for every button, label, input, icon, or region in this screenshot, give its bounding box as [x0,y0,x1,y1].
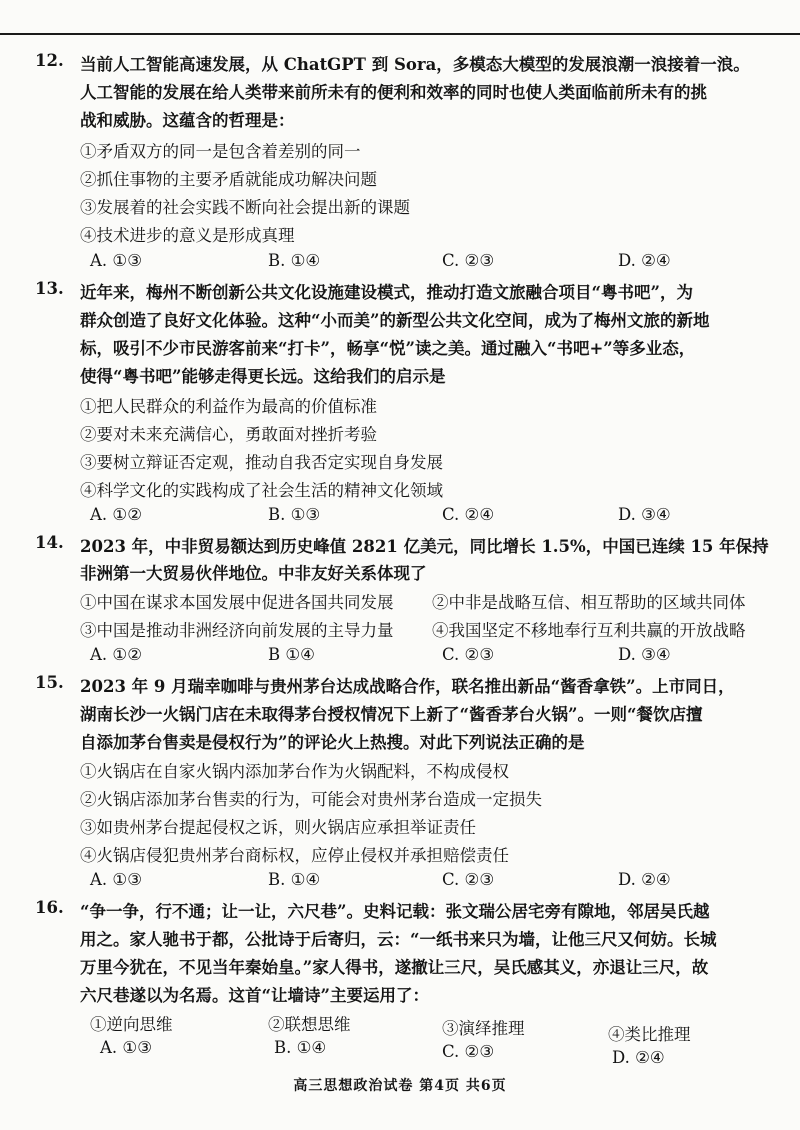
question-stem-line: 非洲第一大贸易伙伴地位。中非友好关系体现了 [80,564,427,583]
option-statement: ①把人民群众的利益作为最高的价值标准 [80,397,377,416]
answer-choice-b: B. ①④ [268,870,321,889]
question-number: 12. [35,51,64,70]
answer-choice-a: A. ①② [90,645,142,664]
question-stem-line: 湖南长沙一火锅门店在未取得茅台授权情况下上新了“酱香茅台火锅”。一则“餐饮店擅 [80,705,703,724]
option-statement: ④火锅店侵犯贵州茅台商标权，应停止侵权并承担赔偿责任 [80,846,509,865]
option-statement: ①矛盾双方的同一是包含着差别的同一 [80,142,361,161]
answer-choice-c: C. ②③ [442,870,495,889]
answer-choice-a: A. ①③ [100,1038,152,1057]
question-stem-line: 使得“粤书吧”能够走得更长远。这给我们的启示是 [80,367,446,386]
question-stem-line: 战和威胁。这蕴含的哲理是： [80,111,295,130]
option-statement: ③如贵州茅台提起侵权之诉，则火锅店应承担举证责任 [80,818,476,837]
answer-choice-b: B. ①④ [268,251,321,270]
answer-choice-c: C. ②③ [442,1042,495,1061]
option-statement: ④类比推理 [608,1025,691,1044]
answer-choice-d: D. ②④ [618,870,671,889]
answer-choice-d: D. ③④ [618,645,671,664]
answer-choice-d: D. ③④ [618,505,671,524]
option-statement: ④科学文化的实践构成了社会生活的精神文化领域 [80,481,443,500]
question-stem-line: 当前人工智能高速发展，从 ChatGPT 到 Sora，多模态大模型的发展浪潮一浪接着一浪。 [80,55,750,74]
question-stem-line: 近年来，梅州不断创新公共文化设施建设模式，推动打造文旅融合项目“粤书吧”，为 [80,283,693,302]
answer-choice-d: D. ②④ [612,1048,665,1067]
question-stem-line: 2023 年 9 月瑞幸咖啡与贵州茅台达成战略合作，联名推出新品“酱香拿铁”。上市同日， [80,677,735,696]
question-stem-line: 万里今犹在，不见当年秦始皇。”家人得书，遂撤让三尺，吴氏感其义，亦退让三尺，故 [80,958,709,977]
question-stem-line: 群众创造了良好文化体验。这种“小而美”的新型公共文化空间，成为了梅州文旅的新地 [80,311,710,330]
question-stem-line: 六尺巷遂以为名焉。这首“让墙诗”主要运用了： [80,986,429,1005]
question-number: 13. [35,279,64,298]
option-statement: ②火锅店添加茅台售卖的行为，可能会对贵州茅台造成一定损失 [80,790,542,809]
question-number: 15. [35,673,64,692]
answer-choice-a: A. ①③ [90,870,142,889]
answer-choice-c: C. ②③ [442,645,495,664]
option-statement: ②要对未来充满信心，勇敢面对挫折考验 [80,425,377,444]
question-stem-line: “争一争，行不通；让一让，六尺巷”。史料记载：张文瑞公居宅旁有隙地，邻居吴氏越 [80,902,710,921]
answer-choice-a: A. ①② [90,505,142,524]
answer-choice-a: A. ①③ [90,251,142,270]
answer-choice-d: D. ②④ [618,251,671,270]
answer-choice-c: C. ②④ [442,505,495,524]
question-stem-line: 自添加茅台售卖是侵权行为”的评论火上热搜。对此下列说法正确的是 [80,733,585,752]
option-statement: ②联想思维 [268,1015,351,1034]
option-statement: ③发展着的社会实践不断向社会提出新的课题 [80,198,410,217]
option-statement: ③演绎推理 [442,1019,525,1038]
top-rule [0,33,800,35]
question-stem-line: 2023 年，中非贸易额达到历史峰值 2821 亿美元，同比增长 1.5%，中国已连续 15 年保持 [80,537,769,556]
question-stem-line: 人工智能的发展在给人类带来前所未有的便利和效率的同时也使人类面临前所未有的挑 [80,83,707,102]
option-statement: ①中国在谋求本国发展中促进各国共同发展 [80,593,394,612]
page-footer: 高三思想政治试卷 第4页 共6页 [293,1078,507,1094]
question-stem-line: 标，吸引不少市民游客前来“打卡”，畅享“悦”读之美。通过融入“书吧+”等多业态， [80,339,696,358]
option-statement: ①逆向思维 [90,1015,173,1034]
option-statement: ④技术进步的意义是形成真理 [80,226,295,245]
option-statement: ②抓住事物的主要矛盾就能成功解决问题 [80,170,377,189]
answer-choice-b: B. ①④ [274,1038,327,1057]
option-statement: ③要树立辩证否定观，推动自我否定实现自身发展 [80,453,443,472]
answer-choice-b: B ①④ [268,645,315,664]
option-statement: ②中非是战略互信、相互帮助的区域共同体 [432,593,746,612]
answer-choice-b: B. ①③ [268,505,321,524]
option-statement: ①火锅店在自家火锅内添加茅台作为火锅配料，不构成侵权 [80,762,509,781]
question-number: 16. [35,898,64,917]
question-number: 14. [35,533,64,552]
option-statement: ④我国坚定不移地奉行互利共赢的开放战略 [432,621,746,640]
option-statement: ③中国是推动非洲经济向前发展的主导力量 [80,621,394,640]
question-stem-line: 用之。家人驰书于都，公批诗于后寄归，云：“一纸书来只为墙，让他三尺又何妨。长城 [80,930,717,949]
answer-choice-c: C. ②③ [442,251,495,270]
